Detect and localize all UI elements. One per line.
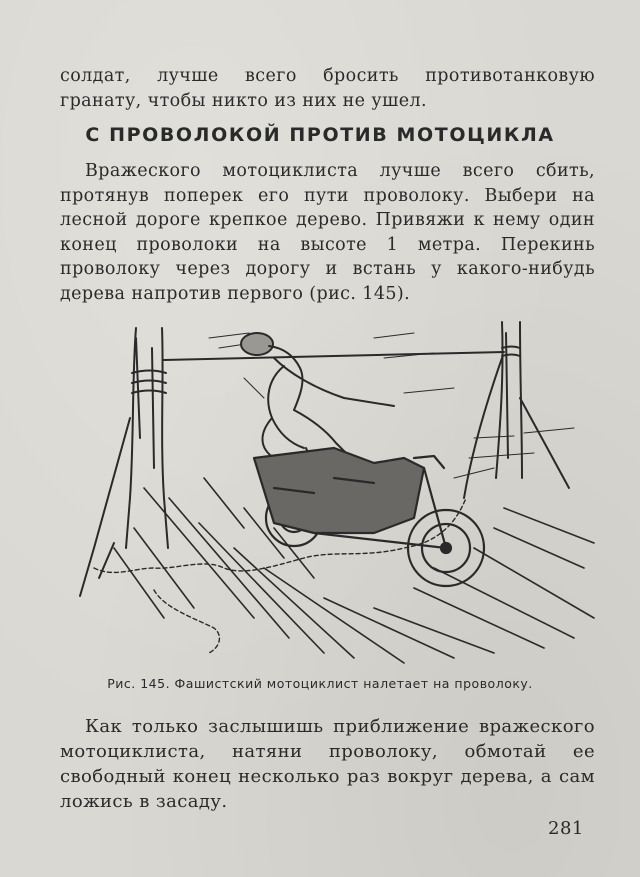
motorcyclist-illustration [74,318,604,668]
section-heading: С ПРОВОЛОКОЙ ПРОТИВ МОТОЦИКЛА [85,124,555,146]
figure-caption: Рис. 145. Фашистский мотоциклист налетает на проволоку. [107,676,533,691]
intro-paragraph: солдат, лучше всего бросить противотанковую гранату, чтобы никто из них не ушел. [60,66,595,111]
page-number: 281 [548,818,584,839]
instruction-paragraph: Вражеского мотоциклиста лучше всего сбить, протянув поперек его пути проволоку. Выбери на лесной дороге крепкое дерево. Привяжи к нему один конец проволоки на высоте 1 метра. Перекинь проволоку через дорогу и встань у какого-нибудь дерева напротив первого (рис. 145). [60,161,595,304]
stretched-wire [164,352,504,360]
motorcycle [254,448,484,586]
figure-145 [74,318,604,668]
closing-paragraph: Как только заслышишь приближение вражеского мотоциклиста, натяни проволоку, обмотай ее свободный конец несколько раз вокруг дерева, а сам ложись в засаду. [60,716,595,812]
